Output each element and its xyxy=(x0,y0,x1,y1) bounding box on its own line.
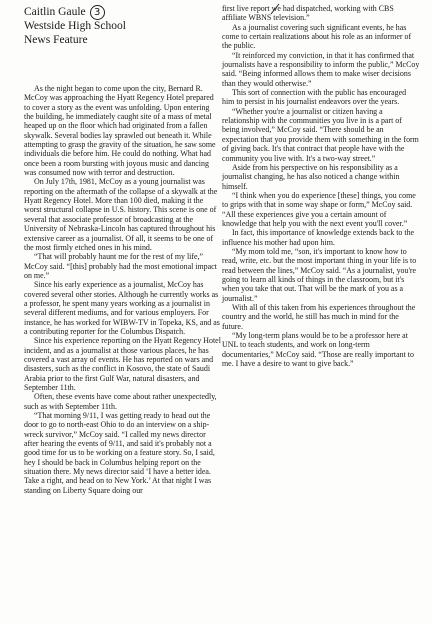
page-number-circled: 3 xyxy=(90,5,105,20)
paragraph: With all of this taken from his experiences throughout the country and the world, he still has much in mind for the future. xyxy=(222,303,416,331)
paragraph: As a journalist covering such significant events, he has come to certain realizations about his role as an informer of the public. xyxy=(222,22,412,51)
paragraph: “That morning 9/11, I was getting ready to head out the door to go to north-east Ohio to do an interview on a ship-wreck survivor,” McCoy said. “I called my news director after hearing the events of 9/11, and said it's probably not a good time for us to be working on a feature story. So, I said, hey I should be back in Columbus helping report on the situation there. My news director said ‘I have a better idea. Take a right, and head on to New York.’ At that night I was standing on Liberty Square doing our xyxy=(24,411,215,495)
paragraph: Aside from his perspective on his responsibility as a journalist changing, he has also noticed a change within himself. xyxy=(222,162,400,191)
article-column-left xyxy=(24,84,221,495)
section-label: News Feature xyxy=(24,33,88,46)
paragraph: Since his early experience as a journalist, McCoy has covered several other stories. Although he currently works as a professor, he spent many years working as a journalist in several different mediums, and for various employers. For instance, he has worked for WIBW-TV in Topeka, KS, and as a contributing reporter for the Columbus Dispatch. xyxy=(24,280,220,336)
paragraph: “It reinforced my conviction, in that it has confirmed that journalists have a responsibility to inform the public,” McCoy said. “Being informed allows them to make wiser decisions than they would otherwise.” xyxy=(222,50,420,88)
paragraph: “Whether you're a journalist or citizen having a relationship with the communities you live in is a part of being involved,” McCoy said. “There should be an expectation that you provide them with something in the form of giving back. It's that contract that people have with the community you live with. It's a two-way street.” xyxy=(222,106,419,163)
paragraph: Often, these events have come about rather unexpectedly, such as with September 11th. xyxy=(24,392,217,411)
paragraph: “That will probably haunt me for the rest of my life,” McCoy said. “[this] probably had the most emotional impact on me.” xyxy=(24,252,217,280)
paragraph: first live report we had dispatched, working with CBS affiliate WBNS television.” xyxy=(222,4,394,23)
paragraph: In fact, this importance of knowledge extends back to the influence his mother had upon him. xyxy=(222,228,415,247)
paragraph: On July 17th, 1981, McCoy as a young journalist was reporting on the aftermath of the collapse of a skywalk at the Hyatt Regency Hotel. More than 100 died, making it the worst structural collapse in U.S. history. This scene is one of several that associate professor of broadcasting at the University of Nebraska-Lincoln has captured throughout his extensive career as a journalist. Of all, it seems to be one of the most firmly etched ones in his mind. xyxy=(24,177,218,252)
paragraph: As the night began to come upon the city, Bernard R. McCoy was approaching the Hyatt Regency Hotel prepared to cover a story as the event was unfolding. Upon entering the building, he immediately caught site of a mass of metal heaped up on the floor which had originated from a fallen skywalk. Several bodies lay sprawled out beneath it. While attempting to grasp the gravity of the situation, he saw some individuals die before him. He could do nothing. What had once been a room bursting with joyous music and dancing was consumed now with terror and destruction. xyxy=(24,84,216,178)
paragraph: “I think when you do experience [these] things, you come to grips with that in some way shape or form,” McCoy said. “All these experiences give you a certain amount of knowledge that help you with the next event you'll cover.” xyxy=(222,190,416,228)
byline-block xyxy=(24,5,126,47)
paragraph: “My mom told me, “son, it's important to know how to read, write, etc. but the most important thing in your life is to read between the lines,” McCoy said. “As a journalist, you're going to learn all kinds of things in the classroom, but it's when you take that out. That will be the mark of you as a journalist.” xyxy=(222,246,417,303)
paragraph: This sort of connection with the public has encouraged him to persist in his journalist endeavors over the years. xyxy=(222,88,407,107)
school-name: Westside High School xyxy=(24,20,126,32)
paragraph: “My long-term plans would be to be a professor here at UNL to teach students, and work on long-term documentaries,” McCoy said. “Those are really important to me. I have a desire to want to give back.” xyxy=(222,331,414,369)
article-column-right xyxy=(222,4,420,368)
author-name: Caitlin Gaule 3 xyxy=(24,5,126,20)
paragraph: Since his experience reporting on the Hyatt Regency Hotel incident, and as a journalist at those various places, he has covered a vast array of events. He has reported on wars and disasters, such as the conflict in Kosovo, the state of Saudi Arabia prior to the first Gulf War, natural disasters, and September 11th. xyxy=(24,336,221,392)
